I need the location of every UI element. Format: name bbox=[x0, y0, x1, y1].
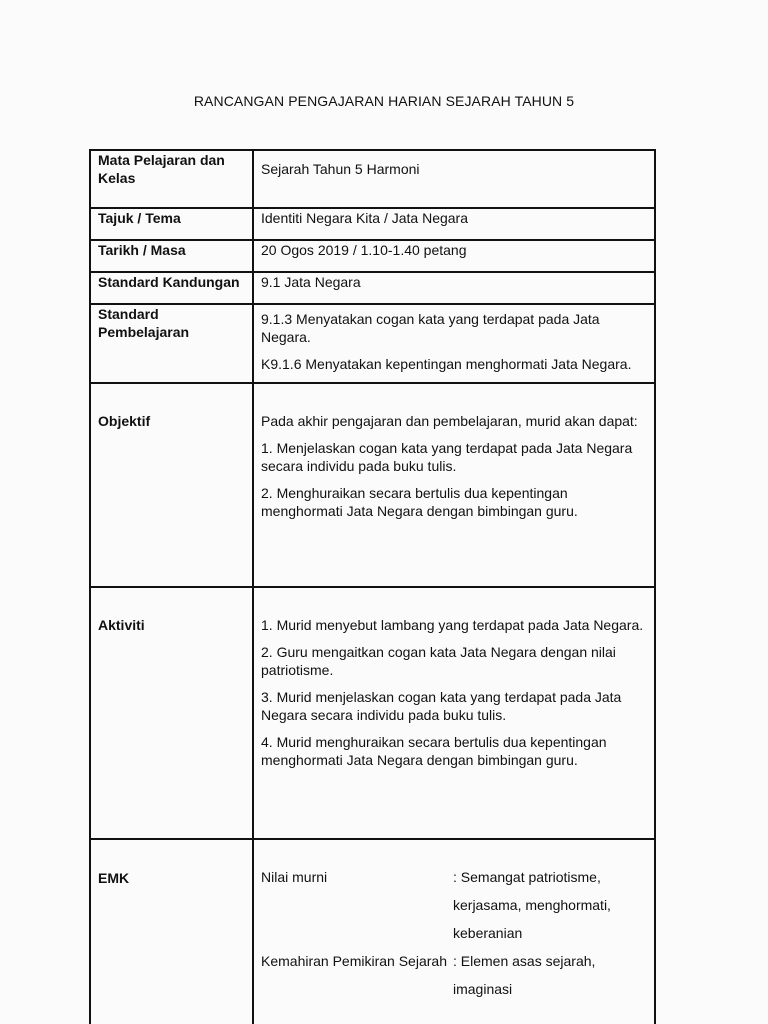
nilai-murni-label: Nilai murni bbox=[261, 869, 328, 885]
table-row-mata-pelajaran bbox=[90, 150, 655, 208]
kemahiran-pemikiran-sejarah-values bbox=[453, 952, 646, 998]
objektif-item: 1. Menjelaskan cogan kata yang terdapat pada Jata Negara secara individu pada buku tulis. bbox=[261, 440, 633, 474]
aktiviti-item: 4. Murid menghuraikan secara bertulis dua kepentingan menghormati Jata Negara dengan bimbingan guru. bbox=[261, 734, 607, 768]
kemahiran-pemikiran-sejarah-label: Kemahiran Pemikiran Sejarah bbox=[261, 953, 447, 969]
aktiviti-item: 3. Murid menjelaskan cogan kata yang terdapat pada Jata Negara secara individu pada buku tulis. bbox=[261, 689, 622, 723]
aktiviti-item: 1. Murid menyebut lambang yang terdapat pada Jata Negara. bbox=[261, 617, 644, 633]
standard-pembelajaran-item: K9.1.6 Menyatakan kepentingan menghormati Jata Negara. bbox=[261, 356, 632, 372]
table-row-standard-kandungan bbox=[90, 272, 655, 304]
aktiviti-item: 2. Guru mengaitkan cogan kata Jata Negara dengan nilai patriotisme. bbox=[261, 644, 616, 678]
kemahiran-pemikiran-sejarah-value-line: imaginasi bbox=[453, 981, 513, 997]
value-cell-tarikh-masa: 20 Ogos 2019 / 1.10-1.40 petang bbox=[253, 240, 655, 272]
label-cell-objektif: Objektif bbox=[90, 383, 253, 587]
objektif-intro: Pada akhir pengajaran dan pembelajaran, murid akan dapat: bbox=[261, 413, 638, 429]
kemahiran-pemikiran-sejarah-value-line: : Elemen asas sejarah, bbox=[453, 953, 596, 969]
value-cell-mata-pelajaran: Sejarah Tahun 5 Harmoni bbox=[253, 150, 655, 208]
value-cell-aktiviti bbox=[253, 587, 655, 839]
lesson-plan-table bbox=[89, 149, 656, 1024]
value-cell-tajuk-tema: Identiti Negara Kita / Jata Negara bbox=[253, 208, 655, 240]
label-cell-emk: EMK bbox=[90, 839, 253, 1024]
table-row-standard-pembelajaran bbox=[90, 304, 655, 383]
table-row-tarikh-masa bbox=[90, 240, 655, 272]
nilai-murni-values bbox=[453, 868, 646, 942]
label-cell-aktiviti: Aktiviti bbox=[90, 587, 253, 839]
table-row-tajuk-tema bbox=[90, 208, 655, 240]
table-row-objektif bbox=[90, 383, 655, 587]
nilai-murni-value-line: keberanian bbox=[453, 925, 523, 941]
nilai-murni-value-line: kerjasama, menghormati, bbox=[453, 897, 611, 913]
label-cell-standard-kandungan: Standard Kandungan bbox=[90, 272, 253, 304]
table-row-emk bbox=[90, 839, 655, 1024]
value-cell-emk bbox=[253, 839, 655, 1024]
document-title: RANCANGAN PENGAJARAN HARIAN SEJARAH TAHUN 5 bbox=[193, 93, 575, 109]
objektif-item: 2. Menghuraikan secara bertulis dua kepentingan menghormati Jata Negara dengan bimbingan guru. bbox=[261, 485, 578, 519]
label-cell-tarikh-masa: Tarikh / Masa bbox=[90, 240, 253, 272]
label-cell-mata-pelajaran: Mata Pelajaran dan Kelas bbox=[90, 150, 253, 208]
standard-pembelajaran-item: 9.1.3 Menyatakan cogan kata yang terdapat pada Jata Negara. bbox=[261, 311, 600, 345]
nilai-murni-value-line: : Semangat patriotisme, bbox=[453, 869, 601, 885]
value-cell-objektif bbox=[253, 383, 655, 587]
label-cell-standard-pembelajaran: Standard Pembelajaran bbox=[90, 304, 253, 383]
value-cell-standard-kandungan: 9.1 Jata Negara bbox=[253, 272, 655, 304]
value-cell-standard-pembelajaran bbox=[253, 304, 655, 383]
table-row-aktiviti bbox=[90, 587, 655, 839]
emk-details bbox=[261, 868, 646, 998]
label-cell-tajuk-tema: Tajuk / Tema bbox=[90, 208, 253, 240]
